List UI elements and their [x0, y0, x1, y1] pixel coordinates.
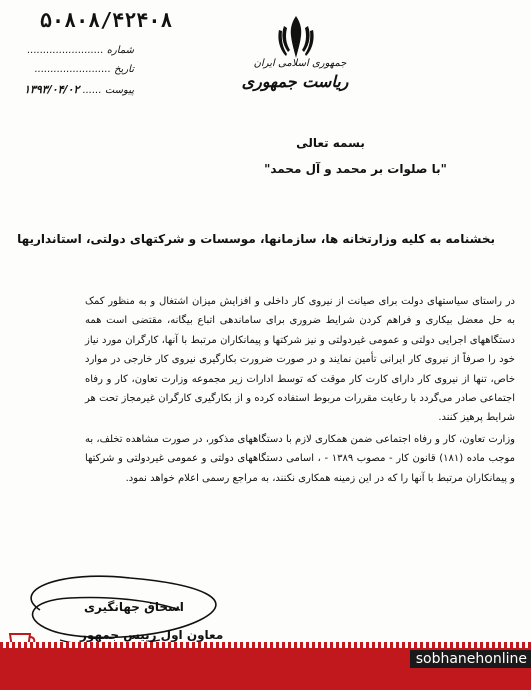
- footer-dotted-border: [0, 642, 531, 648]
- body-paragraph-2: وزارت تعاون، کار و رفاه اجتماعی ضمن همکاری لازم با دستگاههای مذکور، در صورت مشاهده تخلف، به موجب ماده (۱۸۱) قانون کار - مصوب ۱۳۸۹ - ، اسامی دستگاههای دولتی و عمومی غیردولتی و شرکتها و پیمانکاران مرتبط با آنها را که در این زمینه همکاری نکنند، به مراجع رسمی اعلام خواهد نمود.: [85, 433, 515, 484]
- letter-body: [85, 292, 515, 490]
- date-field: [14, 64, 134, 75]
- circular-addressee: بخشنامه به کلیه وزارتخانه ها، سازمانها، موسسات و شرکتهای دولتی، استانداریها: [17, 232, 495, 246]
- attachment-field: [14, 83, 134, 96]
- iran-emblem-icon: [276, 12, 316, 62]
- date-label: تاریخ: [114, 64, 134, 75]
- date-value: ۱۳۹۳/۰۴/۰۲: [24, 83, 80, 96]
- site-watermark: sobhanehonline: [410, 650, 531, 668]
- signatory-name: اسحاق جهانگیری: [84, 600, 184, 614]
- salavat-heading: "با صلوات بر محمد و آل محمد": [264, 162, 447, 176]
- body-paragraph-1: در راستای سیاستهای دولت برای صیانت از نیروی کار داخلی و افزایش میزان اشتغال و به منظور کمک به حل معضل بیکاری و فراهم کردن شرایط ضروری برای ساماندهی اتباع بیگانه، مقتضی است همه دستگاههای اجرایی دولتی و عمومی غیردولتی و نیز شرکتها و پیمانکاران مرتبط با آنها، کارگران مورد نیاز خود را صرفاً از نیروی کار ایرانی تأمین نمایند و در صورت ضرورت بکارگیری نیروی کار خارجی در موارد خاص، تنها از نیروی کار دارای کارت کار موقت که توسط ادارات زیر مجموعه وزارت تعاون، کار و رفاه اجتماعی صادر می‌گردد با رعایت مقررات مربوط استفاده کرده و از بکارگیری کارگران غیرمجاز تحت هر شرایط پرهیز کنند.: [85, 296, 515, 424]
- attachment-dots: ......: [82, 85, 102, 96]
- number-label: شماره: [106, 45, 134, 56]
- attachment-label: پیوست: [104, 85, 134, 96]
- basmala-heading: بسمه تعالی: [296, 136, 365, 150]
- org-name-line1: جمهوری اسلامی ایران: [253, 58, 347, 69]
- org-name-line2: ریاست جمهوری: [241, 72, 349, 91]
- number-dots: ........................: [27, 45, 104, 56]
- document-number: ۵۰۸۰۸/۴۲۴۰۸: [40, 8, 173, 32]
- date-dots: ........................: [34, 64, 111, 75]
- number-field: [14, 45, 134, 56]
- signatory-title: معاون اول رییس جمهور: [80, 628, 224, 642]
